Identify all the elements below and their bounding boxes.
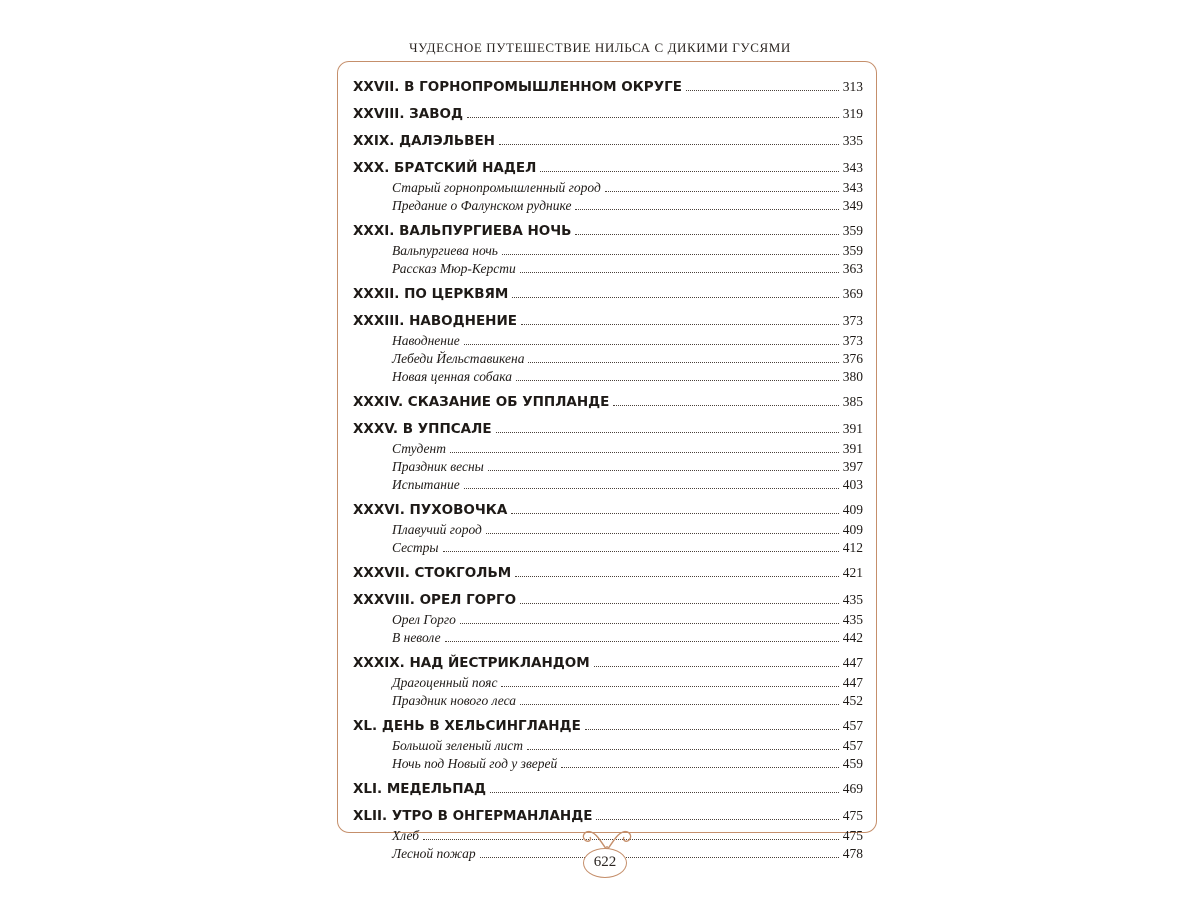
toc-entry-title: XXX. БРАТСКИЙ НАДЕЛ xyxy=(353,160,537,176)
toc-chapter-entry xyxy=(353,589,863,611)
toc-entry-title: Наводнение xyxy=(392,333,460,348)
dot-leader xyxy=(585,729,839,730)
toc-chapter-entry xyxy=(353,391,863,413)
dot-leader xyxy=(540,171,838,172)
toc-entry-page: 442 xyxy=(842,630,863,645)
dot-leader xyxy=(511,513,838,514)
toc-entry-page: 319 xyxy=(842,106,863,121)
toc-entry-page: 373 xyxy=(842,313,863,328)
toc-chapter-entry xyxy=(353,418,863,440)
toc-entry-page: 313 xyxy=(842,79,863,94)
toc-section-entry xyxy=(353,539,863,557)
dot-leader xyxy=(520,603,839,604)
toc-entry-title: Праздник нового леса xyxy=(392,693,517,708)
toc-entry-title: XL. ДЕНЬ В ХЕЛЬСИНГЛАНДЕ xyxy=(353,718,581,734)
toc-entry-title: Старый горнопромышленный город xyxy=(392,180,601,195)
toc-entry-title: XXXVIII. ОРЕЛ ГОРГО xyxy=(353,592,517,608)
toc-entry-page: 469 xyxy=(842,781,863,796)
toc-entry-page: 376 xyxy=(842,351,863,366)
toc-entry-title: Большой зеленый лист xyxy=(392,738,523,753)
toc-entry-page: 435 xyxy=(842,612,863,627)
toc-entry-title: XXXI. ВАЛЬПУРГИЕВА НОЧЬ xyxy=(353,223,572,239)
toc-entry-page: 391 xyxy=(842,441,863,456)
toc-entry-page: 457 xyxy=(842,738,863,753)
toc-chapter-entry xyxy=(353,499,863,521)
toc-entry-page: 349 xyxy=(842,198,863,213)
toc-section-entry xyxy=(353,368,863,386)
dot-leader xyxy=(561,767,838,768)
toc-entry-page: 435 xyxy=(842,592,863,607)
toc-entry-page: 343 xyxy=(842,160,863,175)
dot-leader xyxy=(464,344,839,345)
toc-section-entry xyxy=(353,476,863,494)
dot-leader xyxy=(443,551,839,552)
toc-entry-page: 359 xyxy=(842,223,863,238)
toc-entry-title: Рассказ Мюр-Керсти xyxy=(392,261,516,276)
toc-entry-title: XXXII. ПО ЦЕРКВЯМ xyxy=(353,286,509,302)
toc-entry-title: Предание о Фалунском руднике xyxy=(392,198,572,213)
toc-section-entry xyxy=(353,179,863,197)
toc-entry-page: 452 xyxy=(842,693,863,708)
table-of-contents xyxy=(353,76,863,863)
dot-leader xyxy=(594,666,839,667)
toc-chapter-entry xyxy=(353,103,863,125)
toc-chapter-entry xyxy=(353,778,863,800)
toc-entry-title: XXVII. В ГОРНОПРОМЫШЛЕННОМ ОКРУГЕ xyxy=(353,79,682,95)
dot-leader xyxy=(460,623,839,624)
toc-section-entry xyxy=(353,611,863,629)
toc-entry-title: XLI. МЕДЕЛЬПАД xyxy=(353,781,487,797)
toc-entry-title: Праздник весны xyxy=(392,459,484,474)
toc-entry-title: В неволе xyxy=(392,630,441,645)
dot-leader xyxy=(445,641,839,642)
toc-entry-page: 397 xyxy=(842,459,863,474)
toc-entry-title: XXXIII. НАВОДНЕНИЕ xyxy=(353,313,517,329)
toc-section-entry xyxy=(353,755,863,773)
toc-section-entry xyxy=(353,674,863,692)
toc-entry-page: 380 xyxy=(842,369,863,384)
dot-leader xyxy=(496,432,839,433)
toc-entry-title: XXIX. ДАЛЭЛЬВЕН xyxy=(353,133,495,149)
toc-entry-title: XXVIII. ЗАВОД xyxy=(353,106,463,122)
toc-chapter-entry xyxy=(353,562,863,584)
toc-entry-page: 363 xyxy=(842,261,863,276)
dot-leader xyxy=(516,380,839,381)
dot-leader xyxy=(501,686,838,687)
toc-entry-page: 409 xyxy=(842,502,863,517)
toc-section-entry xyxy=(353,521,863,539)
toc-section-entry xyxy=(353,458,863,476)
toc-entry-title: XLII. УТРО В ОНГЕРМАНЛАНДЕ xyxy=(353,808,593,824)
dot-leader xyxy=(528,362,838,363)
toc-entry-title: Плавучий город xyxy=(392,522,482,537)
dot-leader xyxy=(605,191,839,192)
toc-entry-page: 447 xyxy=(842,675,863,690)
dot-leader xyxy=(499,144,839,145)
toc-section-entry xyxy=(353,332,863,350)
running-title: ЧУДЕСНОЕ ПУТЕШЕСТВИЕ НИЛЬСА С ДИКИМИ ГУСЯМИ xyxy=(409,40,791,55)
toc-entry-title: Сестры xyxy=(392,540,439,555)
toc-entry-page: 412 xyxy=(842,540,863,555)
toc-chapter-entry xyxy=(353,715,863,737)
toc-entry-title: Ночь под Новый год у зверей xyxy=(392,756,558,771)
dot-leader xyxy=(450,452,839,453)
toc-entry-page: 475 xyxy=(842,808,863,823)
toc-section-entry xyxy=(353,629,863,647)
toc-chapter-entry xyxy=(353,76,863,98)
toc-section-entry xyxy=(353,350,863,368)
toc-chapter-entry xyxy=(353,652,863,674)
toc-entry-title: Хлеб xyxy=(392,828,420,843)
toc-entry-title: XXXIX. НАД ЙЕСТРИКЛАНДОМ xyxy=(353,655,590,671)
dot-leader xyxy=(486,533,839,534)
dot-leader xyxy=(613,405,838,406)
toc-entry-page: 478 xyxy=(842,846,863,861)
toc-section-entry xyxy=(353,440,863,458)
toc-chapter-entry xyxy=(353,130,863,152)
toc-entry-page: 457 xyxy=(842,718,863,733)
toc-entry-title: XXXV. В УППСАЛЕ xyxy=(353,421,492,437)
toc-entry-page: 369 xyxy=(842,286,863,301)
dot-leader xyxy=(520,704,839,705)
toc-entry-title: XXXIV. СКАЗАНИЕ ОБ УППЛАНДЕ xyxy=(353,394,610,410)
dot-leader xyxy=(488,470,839,471)
dot-leader xyxy=(502,254,839,255)
dot-leader xyxy=(515,576,839,577)
dot-leader xyxy=(464,488,839,489)
toc-entry-title: Новая ценная собака xyxy=(392,369,513,384)
dot-leader xyxy=(527,749,839,750)
toc-entry-page: 459 xyxy=(842,756,863,771)
toc-section-entry xyxy=(353,692,863,710)
dot-leader xyxy=(512,297,838,298)
toc-entry-page: 447 xyxy=(842,655,863,670)
toc-entry-page: 391 xyxy=(842,421,863,436)
toc-entry-title: Лесной пожар xyxy=(392,846,476,861)
dot-leader xyxy=(575,234,838,235)
toc-entry-title: Испытание xyxy=(392,477,460,492)
dot-leader xyxy=(521,324,839,325)
page-number: 622 xyxy=(583,848,627,878)
dot-leader xyxy=(467,117,839,118)
dot-leader xyxy=(575,209,838,210)
dot-leader xyxy=(520,272,839,273)
dot-leader xyxy=(490,792,839,793)
toc-entry-title: Драгоценный пояс xyxy=(392,675,498,690)
toc-entry-title: XXXVI. ПУХОВОЧКА xyxy=(353,502,508,518)
dot-leader xyxy=(480,857,839,858)
toc-chapter-entry xyxy=(353,220,863,242)
toc-chapter-entry xyxy=(353,310,863,332)
toc-chapter-entry xyxy=(353,157,863,179)
toc-entry-page: 409 xyxy=(842,522,863,537)
toc-chapter-entry xyxy=(353,283,863,305)
toc-entry-title: Лебеди Йельставикена xyxy=(392,351,525,366)
toc-entry-page: 359 xyxy=(842,243,863,258)
toc-entry-title: Студент xyxy=(392,441,446,456)
toc-entry-page: 475 xyxy=(842,828,863,843)
toc-entry-title: XXXVII. СТОКГОЛЬМ xyxy=(353,565,512,581)
toc-section-entry xyxy=(353,737,863,755)
toc-entry-page: 403 xyxy=(842,477,863,492)
toc-section-entry xyxy=(353,197,863,215)
toc-entry-title: Вальпургиева ночь xyxy=(392,243,498,258)
toc-section-entry xyxy=(353,260,863,278)
toc-section-entry xyxy=(353,242,863,260)
toc-entry-title: Орел Горго xyxy=(392,612,456,627)
toc-entry-page: 343 xyxy=(842,180,863,195)
toc-entry-page: 335 xyxy=(842,133,863,148)
toc-entry-page: 373 xyxy=(842,333,863,348)
toc-entry-page: 385 xyxy=(842,394,863,409)
toc-entry-page: 421 xyxy=(842,565,863,580)
dot-leader xyxy=(686,90,839,91)
